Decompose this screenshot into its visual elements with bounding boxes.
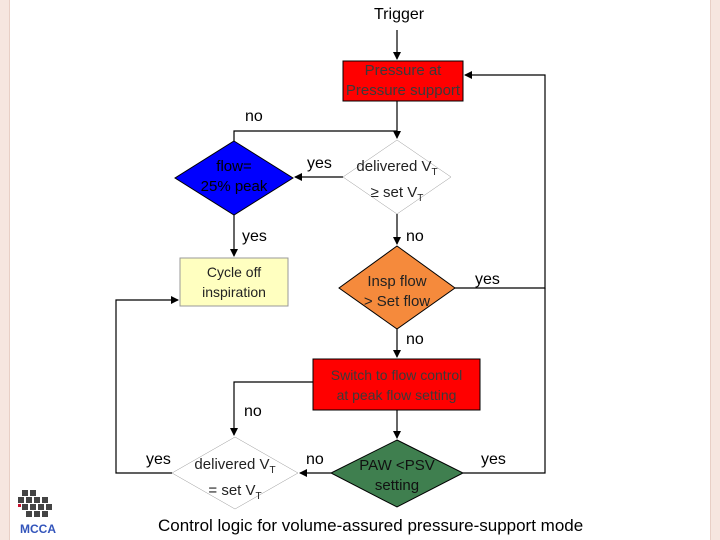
paw-line2: setting — [374, 477, 420, 494]
switch-line1: Switch to flow control — [330, 367, 463, 383]
pressure-support-text — [333, 61, 473, 101]
delivered-vt-bottom-text — [176, 455, 294, 507]
edge-label-yes-cycle: yes — [242, 228, 267, 245]
vt-bottom-line1: delivered V — [194, 456, 270, 473]
edge-label-no-paw: no — [306, 451, 324, 468]
vt-top-line2: ≥ set V — [370, 184, 418, 201]
edge-label-no-left: no — [244, 403, 262, 420]
flow-line2: 25% peak — [200, 178, 268, 195]
pressure-line2: Pressure support — [345, 82, 461, 99]
flow-line1: flow= — [216, 158, 252, 175]
arrow-insp-yes-loop — [455, 75, 545, 288]
edge-label-yes-flow: yes — [307, 155, 332, 172]
edge-label-yes-paw: yes — [481, 451, 506, 468]
edge-label-yes-left: yes — [146, 451, 171, 468]
vt-bottom-sub2: T — [255, 491, 262, 502]
insp-flow-text — [339, 272, 455, 312]
trigger-title: Trigger — [374, 6, 425, 23]
insp-line1: Insp flow — [367, 273, 427, 290]
vt-bottom-line2: = set V — [208, 482, 256, 499]
vt-top-sub1: T — [431, 167, 438, 178]
cycle-off-text — [180, 262, 288, 302]
vt-top-line1: delivered V — [356, 158, 432, 175]
switch-line2: at peak flow setting — [336, 387, 457, 403]
cycle-line1: Cycle off — [206, 264, 262, 280]
edge-label-no-top: no — [245, 108, 263, 125]
edge-label-yes-insp: yes — [475, 271, 500, 288]
insp-line2: > Set flow — [363, 293, 431, 310]
paw-line1: PAW <PSV — [359, 457, 435, 474]
diagram-caption: Control logic for volume-assured pressure-support mode — [158, 516, 584, 535]
edge-label-no-insp: no — [406, 331, 424, 348]
edge-label-no-vt: no — [406, 228, 424, 245]
vt-top-sub2: T — [417, 193, 424, 204]
arrow-vt-bottom-yes-loop — [116, 300, 178, 473]
paw-psv-text — [331, 456, 463, 496]
vt-bottom-sub1: T — [269, 465, 276, 476]
cycle-line2: inspiration — [202, 284, 266, 300]
delivered-vt-top-text — [340, 157, 454, 209]
switch-flow-text — [313, 365, 480, 405]
arrow-flow-loop-no — [234, 131, 397, 141]
flow-peak-text — [180, 157, 288, 197]
pressure-line1: Pressure at — [364, 62, 442, 79]
mcca-logo-text: MCCA — [20, 522, 56, 536]
